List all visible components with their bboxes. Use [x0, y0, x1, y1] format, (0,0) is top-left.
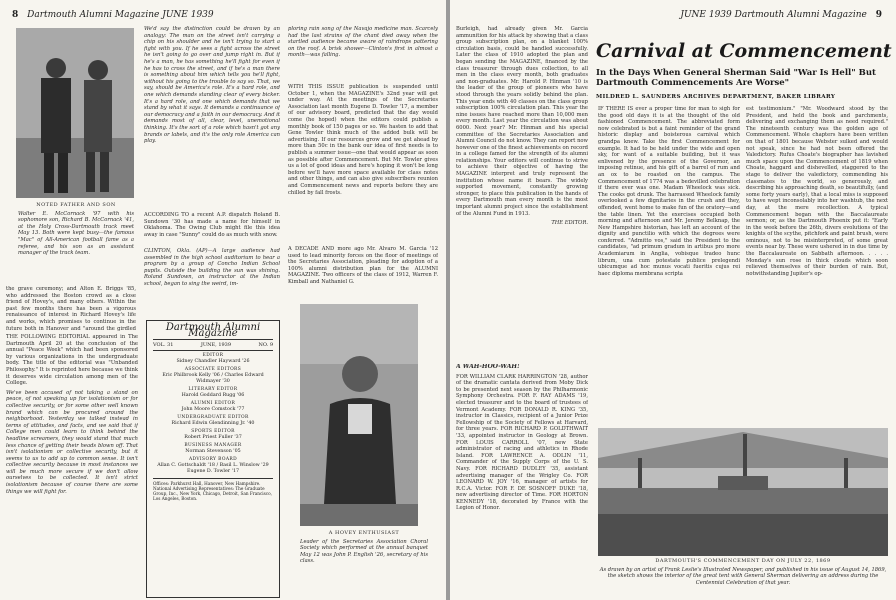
wah-hoo-wah-block [456, 364, 588, 596]
editorial-block [6, 334, 138, 596]
engraving-caption-title: DARTMOUTH'S COMMENCEMENT DAY ON JULY 22, 1869 [655, 558, 831, 564]
right-running-title: Dartmouth Alumni Magazine [734, 10, 867, 20]
left-running-head [6, 10, 214, 20]
with-this-issue-paragraph: WITH THIS ISSUE publication is suspended until October 1, when the MAGAZINE's 32nd year will get under way. At the meetings of the Secretaries Association last month Eugene D. Towler '17, a member of our advisory board, predicted that the day would come (he hoped) when the editors could publish a monthly book of 150 pages or so. We hasten to add that Gene Towler think much of the added bulk will be advertising. If our resources grow and we get ahead by more than 50c in the bank our idea of first needs is to publish a summer issue—one that would appear as soon as possible after Commencement. But Mr. Towler gives us a lot of good ideas and here's hoping it won't be long before we'll have more space available for class notes and other things, and can also give subscribers reunion and Commencement news and reports before they are chilled by fall frosts. [288, 84, 438, 196]
masthead-role: ALUMNI EDITOR [190, 401, 236, 406]
father-son-caption-block [18, 202, 134, 274]
editor-note-block [456, 26, 588, 362]
masthead-role: UNDERGRADUATE EDITOR [177, 415, 249, 420]
masthead-names: Richard Edwin Glendinning Jr. '40 [171, 421, 255, 426]
masthead-names: Norman Stevenson '05 [185, 449, 241, 454]
hovey-enthusiast-photo [300, 304, 418, 526]
masthead-role: ASSOCIATE EDITORS [184, 367, 242, 372]
masthead-role: LITERARY EDITOR [188, 387, 238, 392]
masthead-names: Sidney Chandler Hayward '26 [176, 359, 250, 364]
masthead-title: Dartmouth Alumni Magazine [153, 325, 273, 340]
hovey-paragraph: the grave ceremony; and Alton E. Briggs '85, who addressed the Boston crowd as a close friend of Hovey's, and many others. Within the past few months there has been a vigorous renaissance of interest in Richard Hovey's life and works, which promises to continue in the future both in Hanover and "around the girdled [6, 286, 136, 332]
masthead-names: Robert Priest Fuller '37 [184, 435, 242, 440]
father-son-caption-title: NOTED FATHER AND SON [36, 202, 116, 208]
hovey-caption-title: A HOVEY ENTHUSIAST [328, 530, 400, 536]
right-page-number: 9 [875, 10, 882, 20]
wah-hoo-wah-items: FOR WILLIAM CLARK HARRINGTON '28, author of the dramatic cantata derived from Moby Dick to be presented next season by the Philharmonic Symphony Orchestra. FOR F. RAY ADAMS '19, elected treasurer and to the board of trustees of Vermont Academy. FOR DONALD R. KING '35, instructor in Classics, recipient of a Junior Prize Fellowship of the Society of Fellows at Harvard, for three years. FOR RICHARD P. GOLDTHWAIT '33, appointed instructor in Geology at Brown. FOR LOUIS CARROLL '07, new State administrator of racing and athletics in Rhode Island. FOR LAWRENCE A. ODLIN '11, Commander of the Supply Corps of the U. S. Navy. FOR RICHARD DUDLEY '35, assistant advertising manager of the Wrigley Co. FOR LEONARD W. JOY '16, manager of artists for R.C.A. Victor. FOR F. DE SOSNOFF DUKE '18, new advertising director of Time. FOR HORTON KENNEDY '18, decorated by France with the Legion of Honor. [456, 373, 588, 512]
rain-paragraph: ploring rain song of the Navajo medicine man. Scarcely had the last strains of the chant died away when the startled audience became aware of raindrops pattering on the roof. A brisk shower—Clinton's first in almost a month—was falling. [288, 26, 438, 59]
article-subhead: In the Days When General Sherman Said "War Is Hell" But Dartmouth Commencements Are Worse" [596, 68, 876, 88]
clinton-paragraph: CLINTON, Okla. (AP)—A large audience had assembled in the high school auditorium to hear a program by a group of Concho Indian School pupils. Outside the building the sun was shining. Roland Sundown, an instructor at the Indian school, began to sing the weird, im- [144, 248, 280, 287]
article-title: Carnival at Commencement [596, 40, 892, 62]
engraving-caption: As drawn by an artist of Frank Leslie's Illustrated Newspaper, and published in his issue of August 14, 1869, the sketch shows the interior of the great tent with General Sherman delivering an address during the Centennial Celebration of that year. [599, 566, 887, 586]
decade-paragraph: A DECADE AND more ago Mr. Alvaro M. Garcia '12 used to lead minority forces on the floor of meetings of the Secretaries Association, pleading for adoption of a 100% alumni distribution plan for the ALUMNI MAGAZINE. Two officers of the class of 1912, Warren F. Kimball and Nathaniel G. [288, 246, 438, 285]
hovey-caption-block [300, 530, 428, 596]
analogy-paragraph: We'd say the distinction could be drawn by an analogy: The man on the street isn't carrying a chip on his shoulder and he isn't trying to start a fight with you. If he sees a fight across the street he isn't going to go over and jump right in. But if he's a man, he has something he'll fight for even if he has to cross the street, and if he's a man there is something about him which tells you he'll fight, without his going to the trouble to say so. That, we say, should be America's role. It's a hard role, and one which demands standing clear of every bicker. It's a hard role, and one which demands that we stand by what it says. It demands a continuance of our democracy and a faith in our democracy. And it demands most of all, clear, level, unemotional thinking. It's the sort of a role which hasn't got any brands or labels, and it's the only role America can play. [144, 26, 280, 145]
masthead-role: SPORTS EDITOR [191, 429, 235, 434]
with-this-issue-block [288, 84, 438, 244]
commencement-tent-illustration [598, 428, 888, 556]
masthead-role: BUSINESS MANAGER [184, 443, 242, 448]
father-son-caption: Walter E. McCornack '97 with his sophomore son, Richard B. McCornack '41, at the Holy Cross-Dartmouth track meet May 13. Both were kept busy—the famous "Mac" of All-American football fame as a referee, and his son as an assistant manager of the track team. [18, 210, 134, 257]
sundown-block [144, 212, 280, 246]
right-running-head [680, 10, 888, 20]
article-col1 [598, 106, 740, 424]
masthead-box [146, 320, 280, 598]
masthead-names: John Moore Comstock '77 [181, 407, 245, 412]
left-issue: JUNE 1939 [162, 10, 214, 20]
left-page-number: 8 [12, 10, 19, 20]
wah-hoo-wah-heading: A WAH-HOO-WAH! [456, 364, 520, 370]
father-son-photo [16, 28, 134, 198]
editorial-italic: We've been accused of not taking a stand on peace, of not speaking up for isolationism or for collective security, or for some other well known brand which can be procured around the neighborhood. Yesterday we talked instead in terms of attitudes, and facts, and we said that if College men could learn to think behind the headline screamers, they would stand that much less chance of getting their heads blown off. That isn't isolationism or collective security, but it seems to us to add up to common sense. It isn't collective security because in most instances we will be much more secure if we don't allow ourselves to be collected. It isn't strict isolationism because of course there are some things we will fight for. [6, 389, 138, 495]
left-running-title: Dartmouth Alumni Magazine [27, 10, 160, 20]
editorial-intro: THE FOLLOWING EDITORIAL appeared in The Dartmouth April 20 at the conclusion of the annual "Peace Week" which had been sponsored by various organizations in the undergraduate body. The title of the editorial was "Unbanded Philosophy." It is reprinted here because we think it deserves wide circulation among men of the College. [6, 334, 138, 387]
article-col1-text: IF THERE IS ever a proper time for man to sigh for the good old days it is at the thought of the old fashioned Commencement. The abbreviated form now celebrated is but a faint reminder of the grand historic display and boisterous carnival which grandpa knew. Take the first Commencement for example. It had to be held under the wide and open sky, for want of a suitable building, but it was enlivened by the presence of the Governor, an imposing retinue, and his gift of a barrel of rum and an ox to be roasted on the campus. The Commencement of 1774 was a bedevilled celebration if there ever was one. Madam Wheelock was sick. The cooks got drunk. The harrassed Wheelock family overlooked a few dignitaries in the crush and they, offended, went home to make fun of the oratory—and the table linen. Yet the exercises occupied both morning and afternoon and Mr. Jeremy Belknap, the New Hampshire historian, has left an account of the dignity and punctilio with which the degrees were conferred. "Admitto vos," said the President to the candidates, "ad primum gradum in artibus pro more Academiarum in Anglia, vobisque tradeo hunc librum, una cum potestate publice prelegendi ubicumque ad hoc munus vocati fueritis cujus rei haec diploma membrana scripta [598, 106, 740, 277]
decade-block [288, 246, 438, 300]
sundown-paragraph: ACCORDING TO a recent A.P. dispatch Roland B. Sundown '30 has made a name for himself in Oklahoma. The Owing Club might file this idea away in case "Sunny" could do as much with snow. [144, 212, 280, 238]
engraving-caption-block [598, 558, 888, 598]
hovey-enthusiast-illustration [300, 304, 418, 526]
left-col1-bottom [6, 286, 136, 332]
masthead-volume-line [153, 342, 273, 351]
masthead-names: Allan C. Gottschaldt '18 / Basil L. Winslow '29 Eugene D. Towler '17 [157, 463, 269, 474]
masthead-volume: VOL. 31 [153, 342, 174, 348]
commencement-engraving [598, 428, 888, 556]
article-byline: MILDRED L. SAUNDERS ARCHIVES DEPARTMENT, BAKER LIBRARY [596, 94, 836, 100]
hovey-caption: Leader of the Secretaries Association Choral Society which performed at the annual banquet May 12 was John P. English '26, secretary of his class. [300, 538, 428, 565]
article-col2 [746, 106, 888, 424]
masthead-names: Harold Goddard Rugg '06 [181, 393, 245, 398]
masthead-role: ADVISORY BOARD [188, 457, 238, 462]
masthead-roles [153, 353, 273, 475]
left-col2-top [144, 26, 280, 212]
masthead-offices: Offices: Parkhurst Hall, Hanover, New Hampshire. National Advertising Representatives: The Graduate Group, Inc., New York, Chicago, Detroit, San Francisco, Los Angeles, Boston. [153, 478, 273, 501]
masthead-number: NO. 9 [258, 342, 273, 348]
left-col3-top [288, 26, 438, 82]
left-page [0, 0, 446, 600]
masthead-date: JUNE, 1939 [200, 342, 232, 348]
right-issue: JUNE 1939 [680, 10, 732, 20]
editor-signature: THE EDITOR. [551, 220, 588, 227]
masthead-names: Eric Philbrook Kelly '06 / Charles Edward Widmayer '30 [162, 373, 264, 384]
clinton-block [144, 248, 280, 314]
editor-note: Burleigh, had already given Mr. Garcia ammunition for his attack by showing that a class group subscription plan, on a blanket 100% circulation basis, could be handled successfully. Later the class of 1910 adopted the plan and began sending the MAGAZINE, financed by the class treasurer through dues collection, to all men in the class every month, both graduates and non-graduates. Mr. Harold P. Hinman '10 is the leader of the group of pioneers who have stood through the years solidly behind the plan. This year ends with 40 classes on the class group subscription 100% circulation plan. This year the nine issues have reached more than 10,000 men every month. Last year the circulation was about 6000. Next year? Mr. Hinman and his special committee of the Secretaries Association and Alumni Council do not know. They can report now however one of the finest achievements on record in a college famed for the strength of its alumni relationships. Your editors will continue to strive to achieve their objective of having the MAGAZINE interpret and truly represent the institution whose name it bears. The widely supported movement, constantly growing stronger, to place this publication in the hands of every Dartmouth man every month is the most important alumni project since the establishment of the Alumni Fund in 1913. [456, 26, 588, 217]
father-son-illustration [16, 28, 134, 198]
masthead-role: EDITOR [202, 353, 224, 358]
article-col2-text: est testimonium." "Mr. Woodward stood by the President, and held the book and parchments, delivering and exchanging them as need required." The nineteenth century was the golden age of Commencement. Whole chapters have been written on that of 1801 because Webster sulked and would not speak, since he had not been offered the Valedictory. Rufus Choate's biographer has lavished much space upon the Commencement of 1819 when Choate, haggard and dishevelled, staggered to the stage to deliver the valedictory, commending his classmates to the world, so generously, and describing his approaching death, so beautifully, (and some forty years early), that a local miss is supposed to have wept inconsolably into her washtub, the next day, at the mere recollection. A typical Commencement began with the Baccalaureate sermon; or, as the Dartmouth Phoenix put it: "Early in the week before the 26th, divers evolutions of the knights of the scythe, pitchfork and paint brush, were ominous, not to be misinterpreted, of some great events near by. These were ushered in in due time by the Baccalaureate on Sabbath afternoon. . . . . Monday's sun rose in thick clouds which soon relieved themselves of their burden of rain. But, notwithstanding Jupiter's op- [746, 106, 888, 277]
